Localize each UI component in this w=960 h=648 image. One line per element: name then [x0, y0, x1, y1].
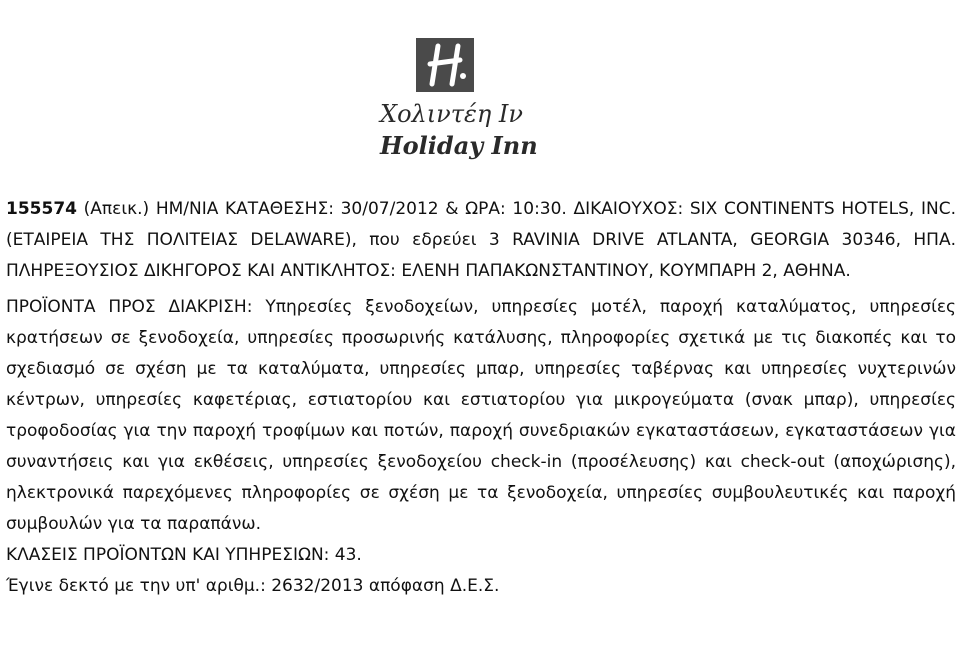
entry-decision: Έγινε δεκτό με την υπ' αριθμ.: 2632/2013 απόφαση Δ.Ε.Σ.	[6, 576, 500, 596]
logo-latin-name: Holiday Inn	[380, 131, 538, 160]
entry-number: 155574	[6, 199, 77, 219]
holiday-inn-h-icon	[416, 38, 474, 92]
entry-products: ΠΡΟΪΟΝΤΑ ΠΡΟΣ ΔΙΑΚΡΙΣΗ: Υπηρεσίες ξενοδοχείων, υπηρεσίες μοτέλ, παροχή καταλύματος, υπηρεσίες κρατήσεων σε ξενοδοχεία, υπηρεσίες προσωρινής κατάλυσης, πληροφορίες σχετικά με τις διακοπές και το σχεδιασμό σε σχέση με τα καταλύματα, υπηρεσίες μπαρ, υπηρεσίες ταβέρνας και υπηρεσίες νυχτερινών κέντρων, υπηρεσίες καφετέριας, εστιατορίου και εστιατορίου για μικρογεύματα (σνακ μπαρ), υπηρεσίες τροφοδοσίας για την παροχή τροφίμων και ποτών, παροχή συνεδριακών εγκαταστάσεων, εγκαταστάσεων για συναντήσεις και για εκθέσεις, υπηρεσίες ξενοδοχείου check-in (προσέλευσης) και check-out (αποχώρισης), ηλεκτρονικά παρεχόμενες πληροφορίες σε σχέση με τα ξενοδοχεία, υπηρεσίες συμβουλευτικές και παροχή συμβουλών για τα παραπάνω.	[6, 297, 956, 534]
logo-greek-name: Χολιντέη Ιν	[380, 100, 523, 128]
entry-classes: ΚΛΑΣΕΙΣ ΠΡΟΪΟΝΤΩΝ ΚΑΙ ΥΠΗΡΕΣΙΩΝ: 43.	[6, 545, 362, 565]
entry-header	[6, 194, 956, 287]
trademark-entry	[6, 194, 956, 602]
holiday-inn-logo	[360, 28, 540, 168]
entry-header-text: (Απεικ.) ΗΜ/ΝΙΑ ΚΑΤΑΘΕΣΗΣ: 30/07/2012 & ΩΡΑ: 10:30. ΔΙΚΑΙΟΥΧΟΣ: SIX CONTINENTS HOTELS, INC. (ΕΤΑΙΡΕΙΑ ΤΗΣ ΠΟΛΙΤΕΙΑΣ DELAWARE), που εδρεύει 3 RAVINIA DRIVE ATLANTA, GEORGIA 30346, ΗΠΑ. ΠΛΗΡΕΞΟΥΣΙΟΣ ΔΙΚΗΓΟΡΟΣ ΚΑΙ ΑΝΤΙΚΛΗΤΟΣ: ΕΛΕΝΗ ΠΑΠΑΚΩΝΣΤΑΝΤΙΝΟΥ, ΚΟΥΜΠΑΡΗ 2, ΑΘΗΝΑ.	[6, 199, 956, 281]
